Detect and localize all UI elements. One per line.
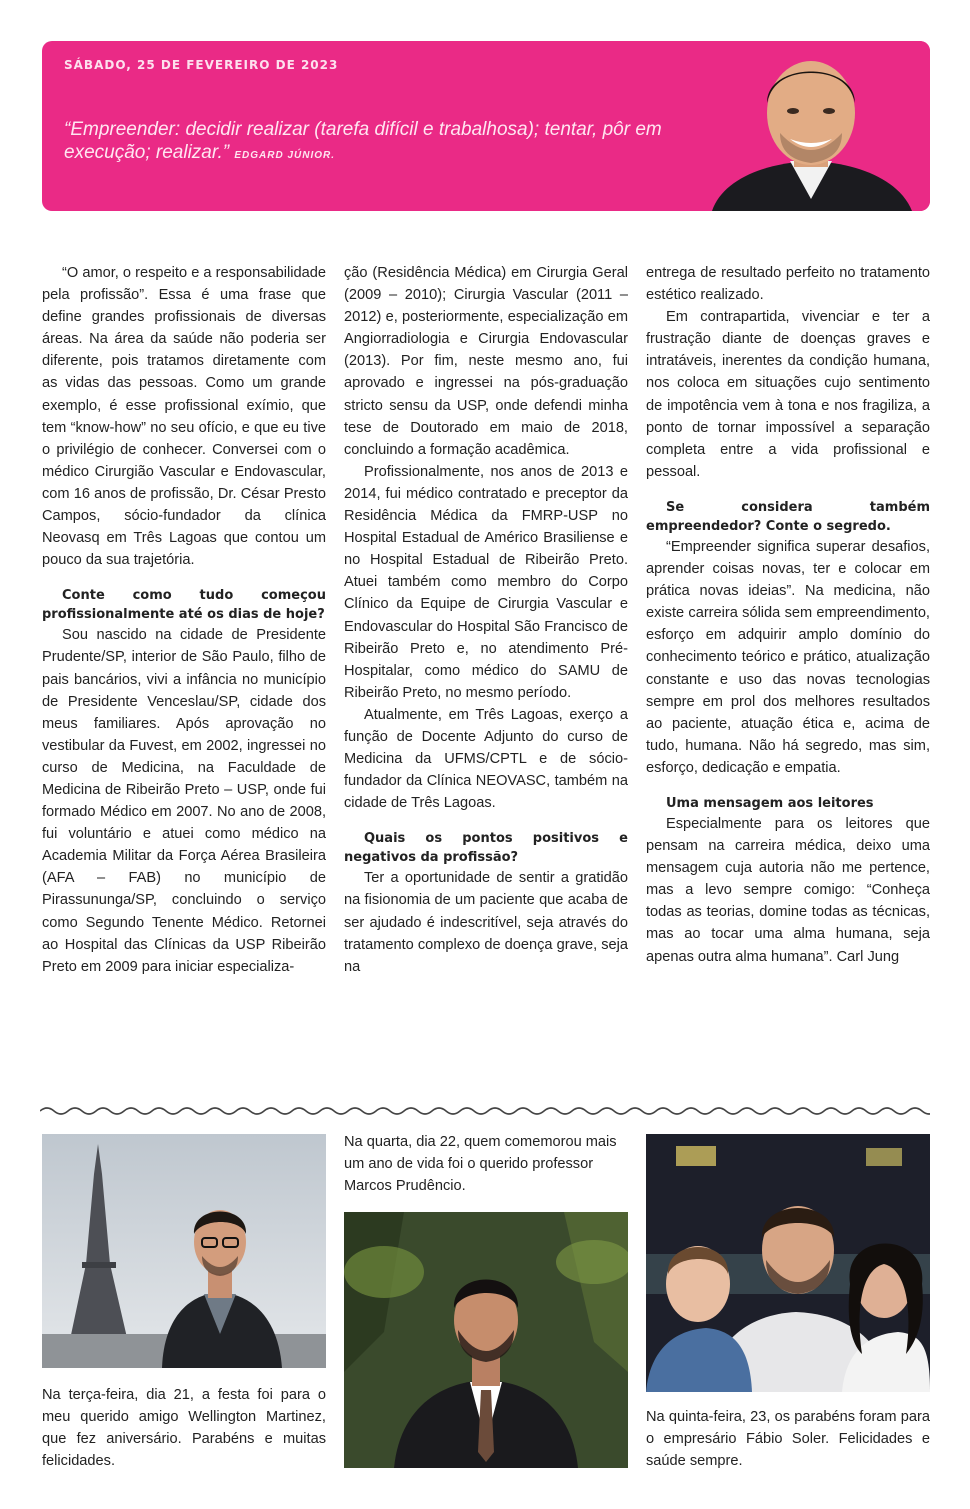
- question-heading-2: Quais os pontos positivos e negativos da profissão?: [344, 831, 628, 866]
- caption-left: Na terça-feira, dia 21, a festa foi para o meu querido amigo Wellington Martinez, que fez aniversário. Parabéns e muitas felicidades.: [42, 1387, 326, 1469]
- publication-date: SÁBADO, 25 DE FEVEREIRO DE 2023: [64, 58, 339, 72]
- wavy-divider: [40, 1103, 930, 1119]
- photo-marcos-prudencio: [344, 1212, 628, 1468]
- answer-paragraph: “Empreender significa superar desafios, aprender coisas novas, ter e colocar em prática novas ideias”. Na medicina, não existe carreira sólida sem empreendimento, esforço em adquirir amplo domínio do conhecimento teórico e prático, atualização constante e uso das novas tecnologias sempre em prol dos melhores resultados ao paciente, atuação ética e, acima de tudo, humana. Não há segredo, mas sim, esforço, dedicação e empatia.: [646, 538, 930, 776]
- question-heading-4: Uma mensagem aos leitores: [666, 795, 874, 811]
- quote-text: “Empreender: decidir realizar (tarefa difícil e trabalhosa); tentar, pôr em execução; realizar.”: [64, 119, 662, 163]
- caption-right: Na quinta-feira, 23, os parabéns foram para o empresário Fábio Soler. Felicidades e saúde sempre.: [646, 1409, 930, 1469]
- intro-paragraph: “O amor, o respeito e a responsabilidade pela profissão”. Essa é uma frase que define grandes profissionais de diversas áreas. Na área da saúde não poderia ser diferente, pois tratamos diretamente com as vidas das pessoas. Como um grande exemplo, é esse profissional exímio, que tem “know-how” no seu ofício, e que eu tive o privilégio de conhecer. Conversei com o médico Cirurgião Vascular e Endovascular, com 16 anos de profissão, Dr. César Presto Campos, sócio-fundador da clínica Neovasq em Três Lagoas que contou um pouco da sua trajetória.: [42, 265, 326, 569]
- article-column-3: [646, 262, 930, 968]
- answer-paragraph: Atualmente, em Três Lagoas, exerço a função de Docente Adjunto do curso de Medicina da UFMS/CPTL e de sócio-fundador da Clínica NEOVASC, também na cidade de Três Lagoas.: [344, 706, 628, 812]
- answer-paragraph: Sou nascido na cidade de Presidente Prudente/SP, interior de São Paulo, filho de pais bancários, vivi a infância no município de Presidente Venceslau/SP, cidade dos meus familiares. Após aprovação no vestibular da Fuvest, em 2002, ingressei no curso de Medicina, na Faculdade de Medicina de Ribeirão Preto – USP, onde fui formado Médico em 2007. No ano de 2008, fui voluntário e atuei como médico na Academia Militar da Força Aérea Brasileira (AFA – FAB) no município de Pirassununga/SP, concluindo o serviço como Segundo Tenente Médico. Retornei ao Hospital das Clínicas da USP Ribeirão Preto em 2009 para iniciar especializa-: [42, 627, 326, 975]
- question-heading-3: Se considera também empreendedor? Conte o segredo.: [646, 499, 930, 534]
- photo-fabio-soler: [646, 1134, 930, 1392]
- photo-wellington-martinez: [42, 1134, 326, 1368]
- answer-paragraph: Profissionalmente, nos anos de 2013 e 2014, fui médico contratado e preceptor da Residência Médica da FMRP-USP no Hospital Estadual de Américo Brasiliense e no Hospital Estadual de Ribeirão Preto. Atuei também como membro do Corpo Clínico da Equipe de Cirurgia Vascular e Endovascular do Hospital São Francisco de Ribeirão Preto e, no atendimento Pré-Hospitalar, como médico do SAMU de Ribeirão Preto, no mesmo período.: [344, 463, 628, 701]
- answer-paragraph: ção (Residência Médica) em Cirurgia Geral (2009 – 2010); Cirurgia Vascular (2011 – 2012) e, posteriormente, especialização em Angiorradiologia e Cirurgia Endovascular (2013). Por fim, neste mesmo ano, fui aprovado e ingressei na pós-graduação stricto sensu da USP, onde defendi minha tese de Doutorado em maio de 2018, concluindo a formação acadêmica.: [344, 265, 628, 458]
- answer-paragraph: Ter a oportunidade de sentir a gratidão na fisionomia de um paciente que acaba de ser ajudado é indescritível, seja através do tratamento complexo de doença grave, seja na: [344, 870, 628, 975]
- quote-author: EDGARD JÚNIOR.: [234, 150, 336, 161]
- answer-paragraph: Em contrapartida, vivenciar e ter a frustração diante de doenças graves e intratáveis, inerentes da condição humana, nos coloca em situações cujo sentimento de impotência vem à tona e nos fragiliza, a ponto de tornar impossível a separação completa entre a vida profissional e pessoal.: [646, 309, 930, 480]
- article-column-2: [344, 262, 628, 978]
- answer-paragraph: entrega de resultado perfeito no tratamento estético realizado.: [646, 265, 930, 304]
- columnist-portrait: [692, 41, 930, 211]
- column-header-banner: [42, 41, 930, 211]
- article-column-1: [42, 262, 326, 978]
- answer-paragraph: Especialmente para os leitores que pensam na carreira médica, deixo uma mensagem cuja autoria não me pertence, mas a levo sempre comigo: “Conheça todas as teorias, domine todas as técnicas, mas ao tocar uma alma humana, seja apenas outra alma humana”. Carl Jung: [646, 815, 930, 965]
- header-quote: [64, 118, 664, 167]
- question-heading-1: Conte como tudo começou profissionalmente até os dias de hoje?: [42, 588, 326, 623]
- caption-middle: Na quarta, dia 22, quem comemorou mais um ano de vida foi o querido professor Marcos Prudêncio.: [344, 1134, 617, 1194]
